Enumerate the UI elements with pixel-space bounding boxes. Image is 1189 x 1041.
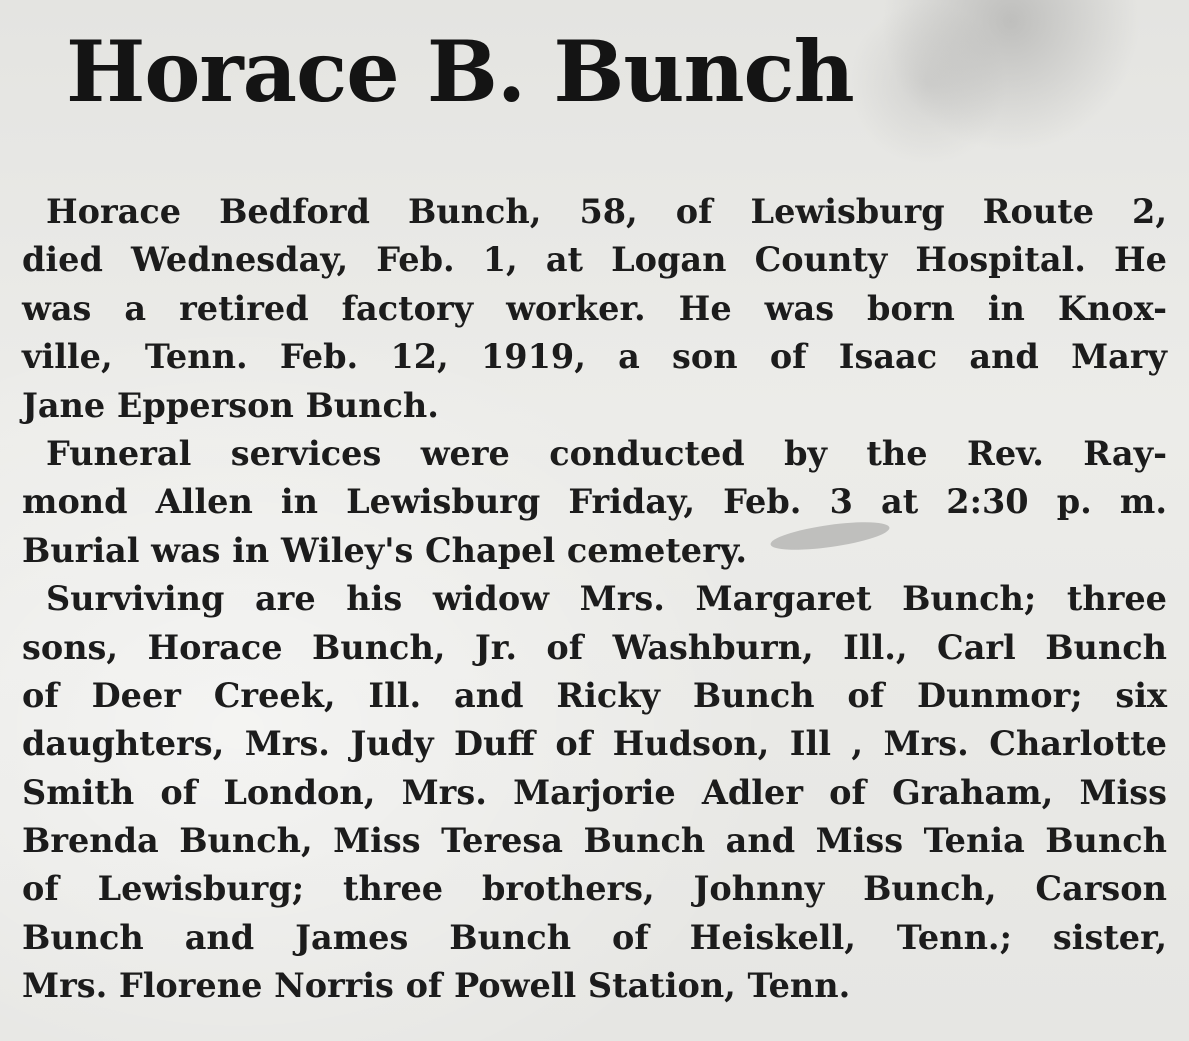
obituary-headline: Horace B. Bunch <box>66 22 854 121</box>
paragraph-funeral-services <box>22 430 1167 575</box>
text-line: daughters, Mrs. Judy Duff of Hudson, Ill , Mrs. Charlotte <box>22 724 1167 764</box>
text-line: died Wednesday, Feb. 1, at Logan County Hospital. He <box>22 240 1167 280</box>
text-line: Horace Bedford Bunch, 58, of Lewisburg Route 2, <box>46 192 1167 231</box>
text-line: was a retired factory worker. He was born in Knox- <box>22 288 1167 328</box>
obituary-body <box>22 188 1167 1011</box>
text-line: of Deer Creek, Ill. and Ricky Bunch of Dunmor; six <box>22 675 1167 715</box>
paragraph-death-notice <box>22 188 1167 430</box>
text-line: mond Allen in Lewisburg Friday, Feb. 3 at 2:30 p. m. <box>22 482 1167 522</box>
paragraph-survivors <box>22 575 1167 1011</box>
text-line: ville, Tenn. Feb. 12, 1919, a son of Isaac and Mary <box>22 337 1167 377</box>
text-line: sons, Horace Bunch, Jr. of Washburn, Ill., Carl Bunch <box>22 627 1167 667</box>
text-line: Mrs. Florene Norris of Powell Station, Tenn. <box>22 966 851 1006</box>
text-line: Bunch and James Bunch of Heiskell, Tenn.; sister, <box>22 917 1167 957</box>
text-line: Funeral services were conducted by the Rev. Ray- <box>46 433 1167 473</box>
text-line: Smith of London, Mrs. Marjorie Adler of Graham, Miss <box>22 772 1167 812</box>
text-line: Jane Epperson Bunch. <box>22 385 439 425</box>
text-line: of Lewisburg; three brothers, Johnny Bunch, Carson <box>22 869 1167 909</box>
text-line: Surviving are his widow Mrs. Margaret Bunch; three <box>46 579 1167 619</box>
text-line: Brenda Bunch, Miss Teresa Bunch and Miss Tenia Bunch <box>22 821 1167 861</box>
text-line: Burial was in Wiley's Chapel cemetery. <box>22 530 748 570</box>
